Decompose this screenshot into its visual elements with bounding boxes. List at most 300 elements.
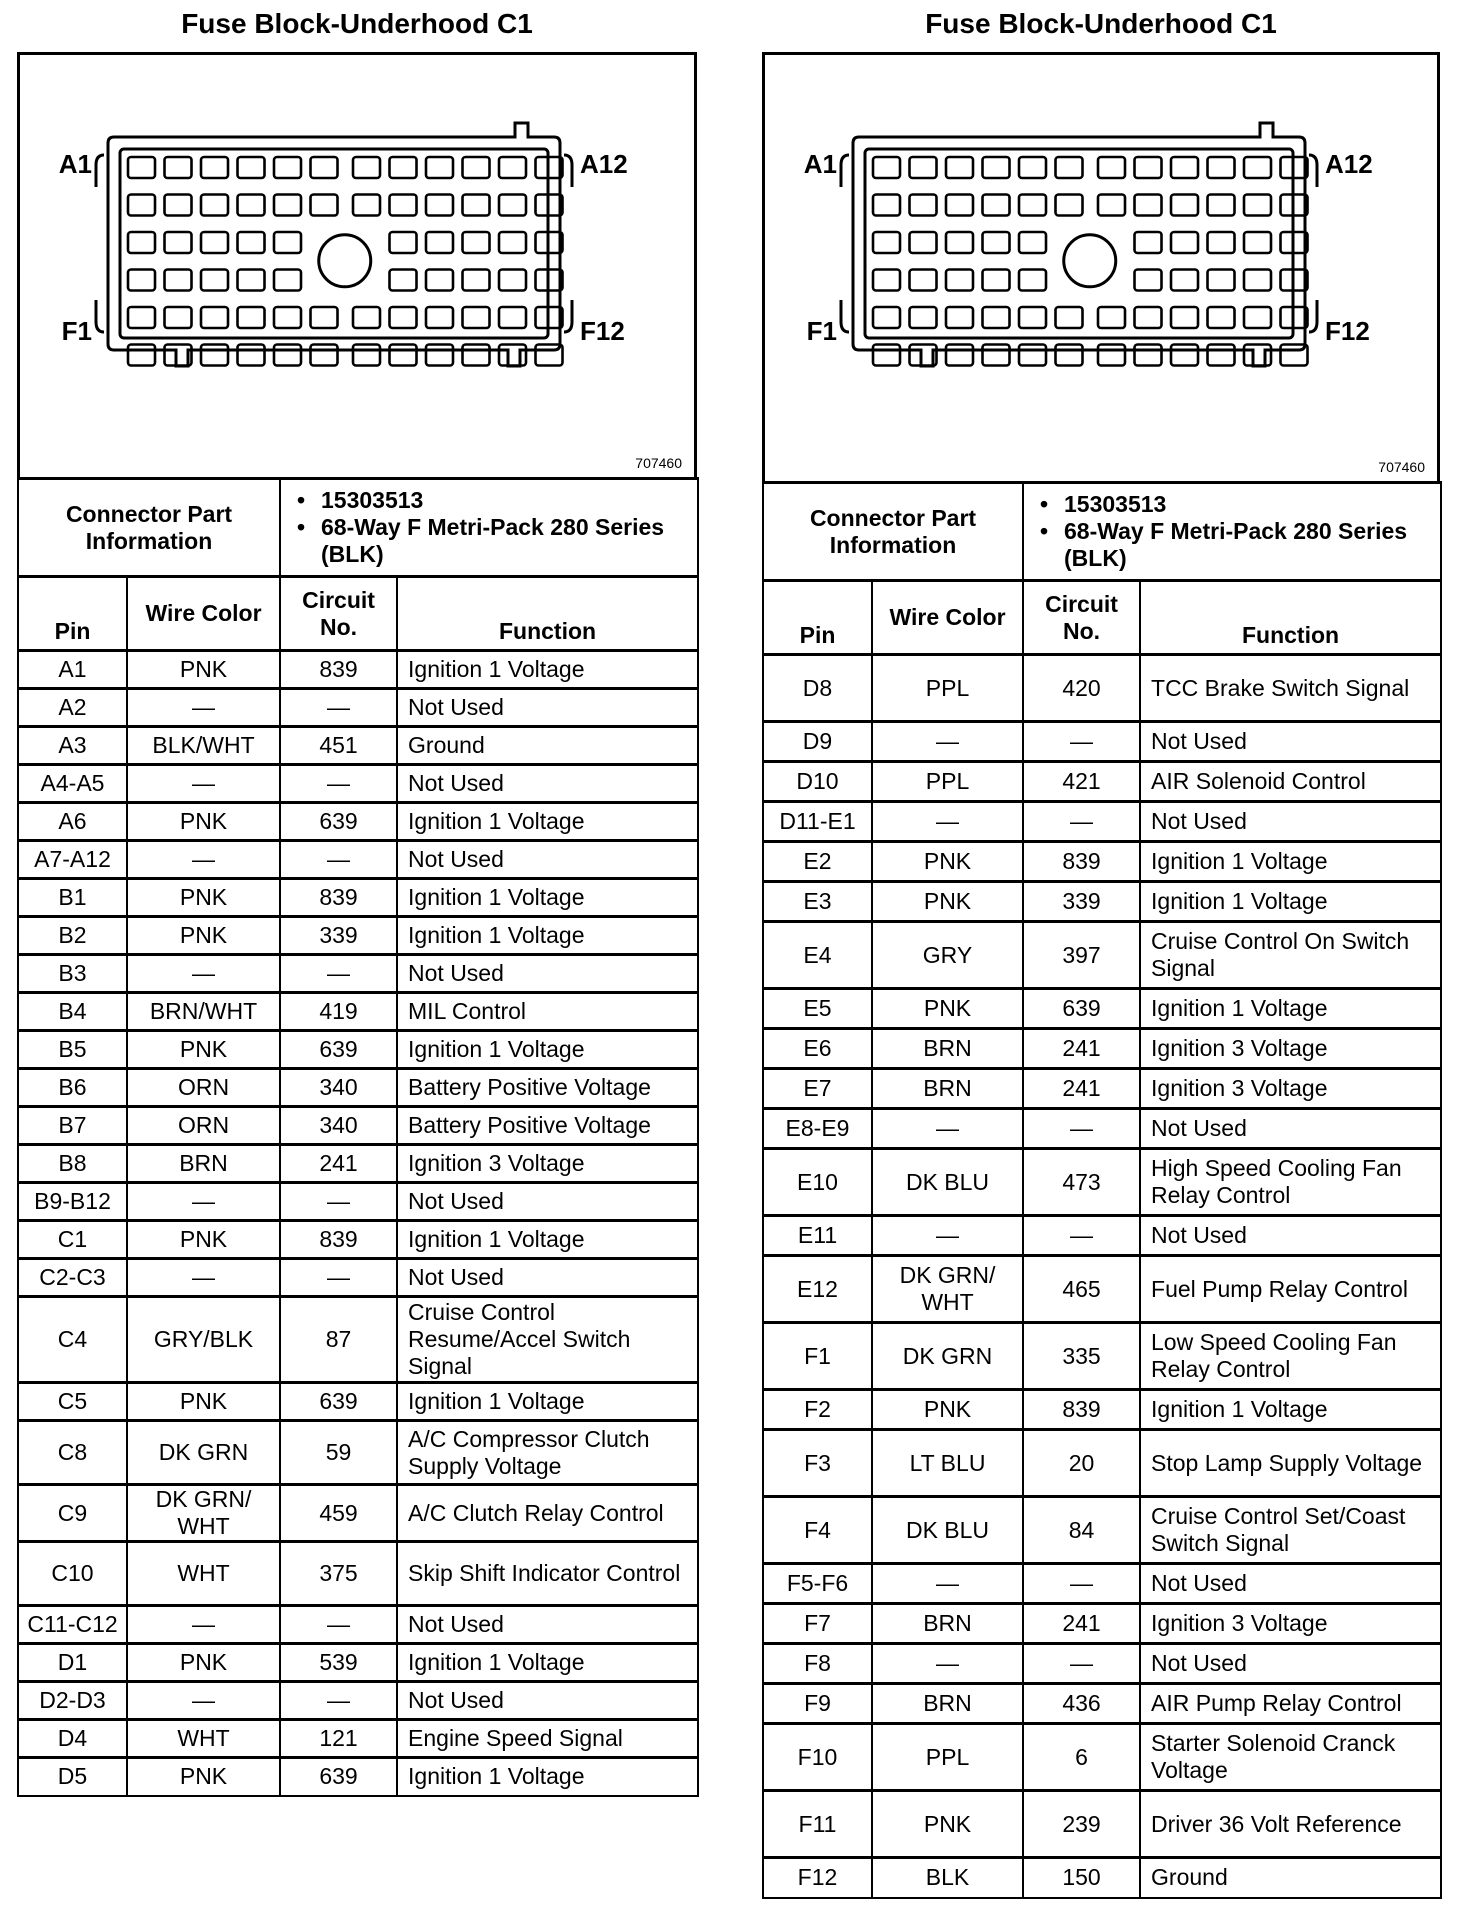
circuit-cell: 639 [280,1758,397,1796]
connector-part-label: Connector Part Information [18,479,280,577]
wire-color-cell: PNK [872,989,1023,1029]
wire-color-cell: — [127,841,280,879]
pin-cell: D8 [763,655,872,722]
pin-cavity [201,195,228,216]
bracket-a1 [96,155,104,187]
circuit-cell: — [1023,1564,1140,1604]
pin-cavity [1208,345,1235,366]
pin-cell: E3 [763,882,872,922]
pin-cell: B5 [18,1031,127,1069]
pin-cell: E10 [763,1149,872,1216]
pin-cavity [463,307,490,328]
pin-cavity [353,345,380,366]
function-cell: Not Used [397,1259,698,1297]
pin-cavity [426,307,453,328]
pin-label-a12: A12 [1325,149,1373,179]
function-cell: Not Used [1140,1644,1441,1684]
wire-color-cell: PNK [127,1383,280,1421]
circuit-cell: — [280,841,397,879]
function-cell: Not Used [397,1183,698,1221]
wire-color-cell: PPL [872,655,1023,722]
pin-cavity [238,307,265,328]
pin-cavity [873,307,900,328]
wire-color-cell: PNK [127,917,280,955]
circuit-cell: — [1023,1109,1140,1149]
function-cell: Starter Solenoid Cranck Voltage [1140,1724,1441,1791]
connector-part-label: Connector Part Information [763,483,1023,581]
circuit-cell: — [1023,802,1140,842]
wire-color-cell: GRY [872,922,1023,989]
pin-cavity [238,345,265,366]
pin-cell: E6 [763,1029,872,1069]
pin-cell: B4 [18,993,127,1031]
pin-cell: E7 [763,1069,872,1109]
circuit-cell: 87 [280,1297,397,1383]
wire-color-cell: — [127,689,280,727]
table-row [18,1485,698,1542]
wire-color-cell: PPL [872,762,1023,802]
pin-cell: E4 [763,922,872,989]
function-cell: Ground [397,727,698,765]
pin-cavity [274,307,301,328]
connector-housing [853,123,1305,366]
table-row [763,1069,1441,1109]
pin-cavity [873,195,900,216]
pin-cavity [946,345,973,366]
pin-cavity [311,345,338,366]
pin-cavity [1244,195,1271,216]
pin-cavity [426,270,453,291]
pin-cavity [1135,157,1162,178]
function-cell: Ignition 1 Voltage [1140,842,1441,882]
part-number: • 15303513 [1064,491,1430,518]
pin-cavity [426,232,453,253]
wire-color-cell: LT BLU [872,1430,1023,1497]
table-row [18,1183,698,1221]
pin-cavity [983,345,1010,366]
circuit-cell: — [1023,1216,1140,1256]
function-cell: High Speed Cooling Fan Relay Control [1140,1149,1441,1216]
pinout-table [17,477,699,1797]
pin-cavity [499,157,526,178]
part-description: • 68-Way F Metri-Pack 280 Series (BLK) [321,514,687,568]
pin-cavity [499,307,526,328]
function-cell: Not Used [1140,802,1441,842]
pin-cavity [1244,232,1271,253]
function-cell: Not Used [1140,1216,1441,1256]
table-row [18,1259,698,1297]
wire-color-cell: BRN [872,1604,1023,1644]
keying-post [1064,235,1116,287]
table-row [763,802,1441,842]
pin-cavity [128,232,155,253]
function-cell: Ignition 1 Voltage [397,1221,698,1259]
wire-color-cell: — [127,1259,280,1297]
function-cell: Ignition 1 Voltage [397,1031,698,1069]
pin-cavity [128,157,155,178]
pin-cell: E2 [763,842,872,882]
pin-cavity [201,157,228,178]
function-cell: Ignition 1 Voltage [1140,989,1441,1029]
function-cell: Stop Lamp Supply Voltage [1140,1430,1441,1497]
function-cell: Ground [1140,1858,1441,1898]
pin-cavity [499,345,526,366]
pin-cell: B9-B12 [18,1183,127,1221]
pin-cavity [390,232,417,253]
pin-cavity [1171,232,1198,253]
header-function: Function [397,577,698,651]
pin-cavity [499,232,526,253]
circuit-cell: 241 [1023,1029,1140,1069]
pin-cavity [128,307,155,328]
pin-cell: B2 [18,917,127,955]
pin-cavity [463,270,490,291]
pin-cell: C11-C12 [18,1606,127,1644]
function-cell: Ignition 3 Voltage [1140,1029,1441,1069]
pin-cavity [1056,345,1083,366]
circuit-cell: 339 [1023,882,1140,922]
circuit-cell: 335 [1023,1323,1140,1390]
table-row [763,1644,1441,1684]
wire-color-cell: DK GRN/ WHT [127,1485,280,1542]
header-function: Function [1140,581,1441,655]
pin-cell: C2-C3 [18,1259,127,1297]
pin-cavity [1244,307,1271,328]
table-row [18,689,698,727]
circuit-cell: 239 [1023,1791,1140,1858]
function-cell: Not Used [397,955,698,993]
pin-cell: D5 [18,1758,127,1796]
wire-color-cell: PNK [127,879,280,917]
table-row [763,922,1441,989]
wire-color-cell: PNK [127,1031,280,1069]
wire-color-cell: BLK/WHT [127,727,280,765]
pin-cell: A4-A5 [18,765,127,803]
pin-cavity [1208,195,1235,216]
pin-label-a12: A12 [580,149,628,179]
table-row [763,722,1441,762]
pin-cell: A2 [18,689,127,727]
wire-color-cell: PNK [127,651,280,689]
wire-color-cell: — [127,1682,280,1720]
function-cell: Ignition 1 Voltage [397,803,698,841]
image-id: 707460 [1378,459,1425,475]
table-row [763,882,1441,922]
pin-cavity [946,232,973,253]
pin-cell: F2 [763,1390,872,1430]
pin-cell: B6 [18,1069,127,1107]
pin-cavity [274,157,301,178]
function-cell: Ignition 1 Voltage [397,1758,698,1796]
pin-cavity [463,157,490,178]
bracket-a12 [1309,155,1317,187]
pin-cavity [1019,307,1046,328]
table-row [18,1644,698,1682]
bracket-a12 [564,155,572,187]
circuit-cell: — [1023,1644,1140,1684]
pin-cavity [873,157,900,178]
pin-cavity [1171,157,1198,178]
table-row [763,1684,1441,1724]
wire-color-cell: PNK [127,1644,280,1682]
wire-color-cell: ORN [127,1069,280,1107]
image-id: 707460 [635,455,682,471]
pin-cell: B8 [18,1145,127,1183]
pin-cell: D2-D3 [18,1682,127,1720]
circuit-cell: 340 [280,1107,397,1145]
table-row [763,1497,1441,1564]
pin-cavity [910,270,937,291]
function-cell: Engine Speed Signal [397,1720,698,1758]
pin-cavity [311,307,338,328]
circuit-cell: 465 [1023,1256,1140,1323]
pin-cavity [1098,195,1125,216]
pin-cell: F7 [763,1604,872,1644]
function-cell: Ignition 1 Voltage [1140,1390,1441,1430]
function-cell: Ignition 1 Voltage [397,1383,698,1421]
pin-cavity [311,195,338,216]
pin-cavity [165,270,192,291]
pin-cavity [165,157,192,178]
function-cell: MIL Control [397,993,698,1031]
pin-cell: C4 [18,1297,127,1383]
connector-face-drawing [765,55,1437,481]
pin-cavity [165,232,192,253]
pin-cavity [1056,307,1083,328]
pin-cavity [1135,345,1162,366]
pin-cavity [1135,232,1162,253]
wire-color-cell: WHT [127,1542,280,1606]
circuit-cell: 84 [1023,1497,1140,1564]
pin-cell: F1 [763,1323,872,1390]
circuit-cell: 241 [1023,1069,1140,1109]
pin-cavity [390,157,417,178]
header-circuit-no: Circuit No. [1023,581,1140,655]
circuit-cell: 20 [1023,1430,1140,1497]
wire-color-cell: — [872,1109,1023,1149]
connector-part-row [18,479,698,577]
function-cell: Not Used [1140,722,1441,762]
pin-cavity [1244,157,1271,178]
pin-cell: D4 [18,1720,127,1758]
table-row [18,1145,698,1183]
function-cell: A/C Clutch Relay Control [397,1485,698,1542]
wire-color-cell: GRY/BLK [127,1297,280,1383]
function-cell: Battery Positive Voltage [397,1107,698,1145]
pin-cavity [238,157,265,178]
pin-cavity [499,195,526,216]
pin-cavity [390,345,417,366]
table-row [18,993,698,1031]
pin-cell: D9 [763,722,872,762]
circuit-cell: 339 [280,917,397,955]
circuit-cell: 839 [280,1221,397,1259]
circuit-cell: 639 [1023,989,1140,1029]
pin-cavity [1244,270,1271,291]
pin-cavity [165,195,192,216]
pin-cavity [983,195,1010,216]
pin-cavity [128,345,155,366]
table-row [763,1149,1441,1216]
pin-cavity [1019,345,1046,366]
pin-cavity [274,345,301,366]
pin-cell: F12 [763,1858,872,1898]
wire-color-cell: PNK [127,803,280,841]
header-pin: Pin [18,577,127,651]
pin-cavity [983,270,1010,291]
circuit-cell: 639 [280,1383,397,1421]
connector-housing [108,123,560,366]
pin-cell: F11 [763,1791,872,1858]
pin-cell: F9 [763,1684,872,1724]
table-row [763,989,1441,1029]
circuit-cell: 59 [280,1421,397,1485]
pin-cavity [426,157,453,178]
circuit-cell: 420 [1023,655,1140,722]
pin-cavity [946,195,973,216]
table-row [18,1107,698,1145]
wire-color-cell: BRN [872,1069,1023,1109]
circuit-cell: — [280,955,397,993]
pin-cavity [128,195,155,216]
pin-label-f1: F1 [61,316,92,346]
wire-color-cell: DK GRN/ WHT [872,1256,1023,1323]
circuit-cell: 436 [1023,1684,1140,1724]
part-number: • 15303513 [321,487,687,514]
wire-color-cell: — [127,765,280,803]
pin-cavity [426,345,453,366]
table-row [763,1029,1441,1069]
wire-color-cell: — [127,1183,280,1221]
function-cell: Not Used [397,1682,698,1720]
pin-cavity [983,307,1010,328]
table-row [763,1858,1441,1898]
pin-cavity [274,232,301,253]
circuit-cell: — [280,689,397,727]
panel-title: Fuse Block-Underhood C1 [925,8,1277,39]
connector-diagram [762,52,1440,484]
pin-cavity [128,270,155,291]
circuit-cell: 451 [280,727,397,765]
wire-color-cell: — [872,722,1023,762]
wire-color-cell: ORN [127,1107,280,1145]
pin-cell: F4 [763,1497,872,1564]
function-cell: Not Used [1140,1109,1441,1149]
keying-post [319,235,371,287]
pin-cavity [390,195,417,216]
table-row [763,1791,1441,1858]
pin-cavity [1171,270,1198,291]
pin-cavity [1208,270,1235,291]
function-cell: Not Used [397,689,698,727]
function-cell: Cruise Control On Switch Signal [1140,922,1441,989]
table-row [18,917,698,955]
function-cell: AIR Solenoid Control [1140,762,1441,802]
table-row [18,803,698,841]
pin-cavity [201,345,228,366]
circuit-cell: 397 [1023,922,1140,989]
pin-cavity [1019,157,1046,178]
pin-label-f1: F1 [806,316,837,346]
wire-color-cell: DK BLU [872,1497,1023,1564]
pin-cell: A1 [18,651,127,689]
pin-cavity [201,232,228,253]
pin-cavity [1171,195,1198,216]
table-row [18,651,698,689]
pin-cavity [1208,157,1235,178]
table-row [18,1031,698,1069]
wire-color-cell: BRN [127,1145,280,1183]
wire-color-cell: PNK [872,1791,1023,1858]
table-row [18,1720,698,1758]
function-cell: Ignition 1 Voltage [1140,882,1441,922]
table-row [763,762,1441,802]
wire-color-cell: BLK [872,1858,1023,1898]
pin-cavity [1056,195,1083,216]
table-row [18,1421,698,1485]
pin-cavity [463,195,490,216]
function-cell: Fuel Pump Relay Control [1140,1256,1441,1323]
pin-cavity [1135,195,1162,216]
function-cell: A/C Compressor Clutch Supply Voltage [397,1421,698,1485]
pin-cavity [165,307,192,328]
pin-cell: F8 [763,1644,872,1684]
table-row [763,1323,1441,1390]
circuit-cell: 839 [280,879,397,917]
function-cell: Ignition 1 Voltage [397,879,698,917]
circuit-cell: 839 [280,651,397,689]
table-row [763,1109,1441,1149]
pin-cavity [238,270,265,291]
wire-color-cell: DK GRN [872,1323,1023,1390]
table-row [18,1606,698,1644]
circuit-cell: 375 [280,1542,397,1606]
pin-cavity [1244,345,1271,366]
pin-cavity [274,195,301,216]
pin-cell: F3 [763,1430,872,1497]
pin-cavity [873,270,900,291]
pin-cavity [390,307,417,328]
pin-cavity [1208,232,1235,253]
pin-cell: A6 [18,803,127,841]
wire-color-cell: — [872,1216,1023,1256]
pin-cavity [1019,270,1046,291]
pin-cavity [873,345,900,366]
circuit-cell: 539 [280,1644,397,1682]
function-cell: Low Speed Cooling Fan Relay Control [1140,1323,1441,1390]
circuit-cell: 150 [1023,1858,1140,1898]
bracket-a1 [841,155,849,187]
pin-cavity [1135,270,1162,291]
table-row [763,1604,1441,1644]
circuit-cell: 459 [280,1485,397,1542]
pin-cavity [1098,345,1125,366]
pin-cell: A7-A12 [18,841,127,879]
circuit-cell: — [280,1606,397,1644]
pin-cavity [910,195,937,216]
pin-cavity [1171,345,1198,366]
pin-cavity [873,232,900,253]
wire-color-cell: PNK [872,1390,1023,1430]
table-row [763,655,1441,722]
pin-cavity [1056,157,1083,178]
function-cell: Driver 36 Volt Reference [1140,1791,1441,1858]
pin-label-a1: A1 [803,149,837,179]
circuit-cell: 419 [280,993,397,1031]
pin-cell: B7 [18,1107,127,1145]
pin-cell: E11 [763,1216,872,1256]
circuit-cell: 421 [1023,762,1140,802]
